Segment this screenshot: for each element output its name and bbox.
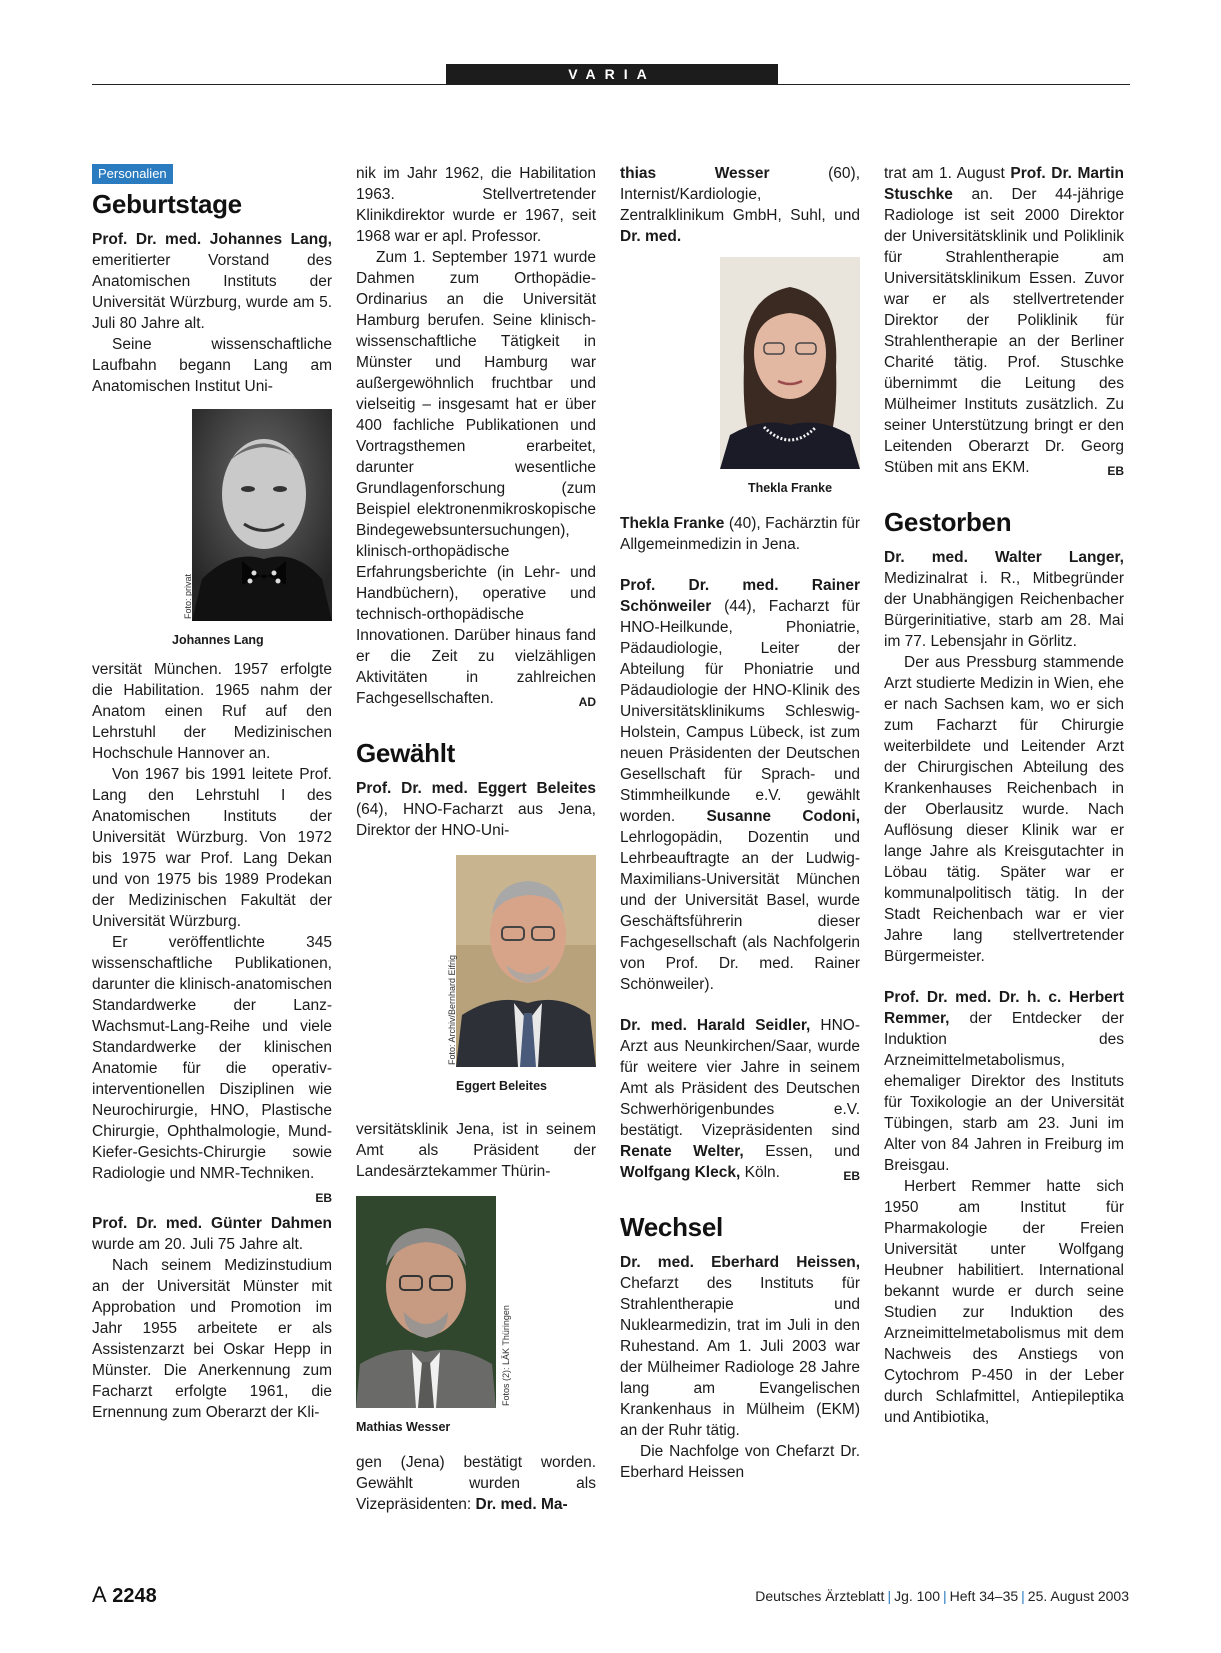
paragraph: versitätsklinik Jena, ist in seinem Amt als Präsident der Landesärztekammer Thürin- [356, 1121, 596, 1180]
photo-mathias-wesser [356, 1196, 511, 1438]
volume: Jg. 100 [894, 1588, 941, 1604]
divider: | [887, 1588, 892, 1604]
author-signature: AD [578, 695, 596, 709]
paragraph: Prof. Dr. med. Dr. h. c. Herbert Remmer, der Entdecker der Induktion des Arzneimittelmetabolismus, ehemaliger Direktor des Instituts für Toxikologie an der Universität Tübingen, starb am 23. Juni im Alter von 84 Jahren in Freiburg im Breisgau. [884, 989, 1124, 1174]
paragraph: Nach seinem Medizinstudium an der Universität Münster mit Approbation und Promotion im Jahr 1955 arbeitete er als Assistenzarzt bei Oskar Hepp in Münster. Die Anerkennung zum Facharzt erfolgte 1961, die Ernennung zum Oberarzt der Kli- [92, 1257, 332, 1421]
person-name: Renate Welter, [620, 1143, 744, 1160]
issue-date: 25. August 2003 [1027, 1588, 1129, 1604]
portrait-image [720, 257, 860, 469]
heading-gewaehlt: Gewählt [356, 738, 456, 768]
person-name: Dr. med. Harald Seidler, [620, 1017, 811, 1034]
footer-journal-info [755, 1588, 1129, 1604]
rubric-tag: Personalien [92, 164, 173, 184]
paragraph: Die Nachfolge von Chefarzt Dr. Eberhard Heissen [620, 1443, 860, 1481]
paragraph: nik im Jahr 1962, die Habilitation 1963. Stellvertretender Klinikdirektor wurde er 1967, seit 1968 war er apl. Professor. [356, 165, 596, 245]
section-header: VARIA [446, 64, 778, 85]
column-2 [356, 163, 596, 1515]
paragraph: Er veröffentlichte 345 wissenschaftliche Publikationen, darunter die klinisch-anatomischen Standardwerke der Lanz-Wachsmut-Lang-Reihe und viele Standardwerke der klinischen Anatomie für die operativ-interventionellen Disziplinen wie Neurochirurgie, HNO, Plastische Chirurgie, Ophthalmologie, Mund-Kiefer-Gesichts-Chirurgie sowie Radiologie und NMR-Techniken. EB [92, 932, 332, 1184]
paragraph: versität München. 1957 erfolgte die Habilitation. 1965 nahm der Anatom einen Ruf auf den Lehrstuhl der Medizinischen Hochschule Hannover an. [92, 661, 332, 762]
author-signature: EB [843, 1169, 860, 1183]
person-name: Dr. med. [620, 228, 682, 245]
paragraph: Der aus Pressburg stammende Arzt studierte Medizin in Wien, ehe er nach Sachsen kam, wo er sich zum Facharzt für Chirurgie weiterbildete und Leitender Arzt der Chirurgischen Abteilung des Krankenhauses Reichenbach in der Oberlausitz wurde. Nach Auflösung dieser Klinik war er lange Jahre als Kreisgutachter in Löbau tätig. Später war er kommunalpolitisch tätig. In der Stadt Reichenbach war er vier Jahre lang stellvertretender Bürgermeister. [884, 654, 1124, 965]
person-name: Prof. Dr. med. Johannes Lang, [92, 231, 332, 248]
photo-johannes-lang [172, 409, 332, 651]
paragraph: Prof. Dr. med. Rainer Schönweiler (44), Facharzt für HNO-Heilkunde, Phoniatrie, Pädaudiologie, Leiter der Abteilung für Phoniatrie und Pädaudiologie der HNO-Klinik des Universitätsklinikums Schleswig-Holstein, Campus Lübeck, ist zum neuen Präsidenten der Deutschen Gesellschaft für Sprach- und Stimmheilkunde e.V. gewählt worden. Susanne Codoni, Lehrlogopädin, Dozentin und Lehrbeauftragte an der Ludwig-Maximilians-Universität München und der Universität Basel, wurde Geschäftsführerin dieser Fachgesellschaft (als Nachfolgerin von Prof. Dr. med. Rainer Schönweiler). [620, 577, 860, 993]
photo-eggert-beleites [447, 855, 596, 1097]
paragraph: Seine wissenschaftliche Laufbahn begann Lang am Anatomischen Institut Uni- [92, 336, 332, 395]
portrait-image [192, 409, 332, 621]
person-name: Dr. med. Walter Langer, [884, 549, 1124, 566]
paragraph: Prof. Dr. med. Günter Dahmen wurde am 20. Juli 75 Jahre alt. [92, 1215, 332, 1253]
paragraph: Dr. med. Eberhard Heissen, Chefarzt des Instituts für Strahlentherapie und Nuklearmedizin, trat im Juli in den Ruhestand. Am 1. Juli 2003 war der Mülheimer Radiologe 28 Jahre lang am Evangelischen Krankenhaus in Mülheim (EKM) an der Ruhr tätig. [620, 1254, 860, 1439]
paragraph: Dr. med. Harald Seidler, HNO-Arzt aus Neunkirchen/Saar, wurde für weitere vier Jahre in seinem Amt als Präsident des Deutschen Schwerhörigenbundes e.V. bestätigt. Vizepräsidenten sind Renate Welter, Essen, und Wolfgang Kleck, Köln. EB [620, 1015, 860, 1183]
person-name: Prof. Dr. med. Eggert Beleites [356, 780, 596, 797]
photo-credit: Fotos (2): LÄK Thüringen [501, 1305, 511, 1406]
person-name: thias Wesser [620, 165, 770, 182]
paragraph: Prof. Dr. med. Eggert Beleites (64), HNO-Facharzt aus Jena, Direktor der HNO-Uni- [356, 780, 596, 839]
person-name: Prof. Dr. med. Rainer Schönweiler [620, 577, 860, 615]
paragraph: Dr. med. Walter Langer, Medizinalrat i. R., Mitbegründer der Unabhängigen Reichenbacher Bürgerinitiative, starb am 28. Mai im 77. Lebensjahr in Görlitz. [884, 549, 1124, 650]
paragraph: Zum 1. September 1971 wurde Dahmen zum Orthopädie-Ordinarius an die Universität Hamburg berufen. Seine klinisch-wissenschaftliche Tätigkeit in Münster und Hamburg war außergewöhnlich fruchtbar und vielseitig – insgesamt hat er über 400 fachliche Publikationen und Vortragsthemen erarbeitet, darunter wesentliche Grundlagenforschung (zum Beispiel elektronenmikroskopische Bindegewebsuntersuchungen), klinisch-orthopädische Erfahrungsberichte (in Lehr- und Handbüchern), operative und technisch-orthopädische Innovationen. Darüber hinaus fand er die Zeit zu vielzähligen Aktivitäten in zahlreichen Fachgesellschaften. AD [356, 247, 596, 709]
portrait-image [456, 855, 596, 1067]
person-name: Prof. Dr. med. Günter Dahmen [92, 1215, 332, 1232]
photo-credit: Foto: Archiv/Bernhard Eifrig [447, 954, 457, 1065]
person-name: Thekla Franke [620, 515, 725, 532]
heading-gestorben: Gestorben [884, 507, 1012, 537]
journal-name: Deutsches Ärzteblatt [755, 1588, 885, 1604]
heading-wechsel: Wechsel [620, 1212, 723, 1242]
paragraph: Herbert Remmer hatte sich 1950 am Institut für Pharmakologie der Freien Universität unter Wolfgang Heubner habilitiert. International bekannt wurde er durch seine Studien zur Induktion des Arzneimittelmetabolismus mit dem Nachweis des Anstiegs von Cytochrom P-450 in der Leber durch Schlafmittel, Antiepileptika und Antibiotika, [884, 1178, 1124, 1426]
divider: | [943, 1588, 947, 1604]
divider: | [1021, 1588, 1025, 1604]
author-signature: EB [1107, 464, 1124, 478]
paragraph: Von 1967 bis 1991 leitete Prof. Lang den Lehrstuhl I des Anatomischen Instituts der Universität Würzburg. Von 1972 bis 1975 war Prof. Lang Dekan und von 1975 bis 1989 Prodekan der Medizinischen Fakultät der Universität Würzburg. [92, 766, 332, 930]
column-3 [620, 163, 860, 1483]
portrait-image [356, 1196, 496, 1408]
photo-caption: Eggert Beleites [456, 1079, 548, 1093]
column-4 [884, 163, 1124, 1428]
page-number: A 2248 [92, 1582, 157, 1607]
paragraph: gen (Jena) bestätigt worden. Gewählt wurden als Vizepräsidenten: Dr. med. Ma- [356, 1454, 596, 1513]
photo-credit: Foto: privat [183, 573, 193, 619]
paragraph: thias Wesser (60), Internist/Kardiologie, Zentralklinikum GmbH, Suhl, und Dr. med. [620, 165, 860, 245]
photo-thekla-franke [720, 257, 860, 499]
person-name: Dr. med. Ma- [475, 1496, 568, 1513]
photo-caption: Johannes Lang [172, 633, 264, 647]
paragraph: Thekla Franke (40), Fachärztin für Allgemeinmedizin in Jena. [620, 515, 860, 553]
photo-caption: Mathias Wesser [356, 1420, 451, 1434]
person-name: Prof. Dr. med. Dr. h. c. Herbert Remmer, [884, 989, 1124, 1027]
person-name: Dr. med. Eberhard Heissen, [620, 1254, 860, 1271]
column-1 [92, 163, 332, 1423]
paragraph: Prof. Dr. med. Johannes Lang, emeritierter Vorstand des Anatomischen Instituts der Universität Würzburg, wurde am 5. Juli 80 Jahre alt. [92, 231, 332, 332]
issue: Heft 34–35 [949, 1588, 1019, 1604]
person-name: Wolfgang Kleck, [620, 1164, 741, 1181]
paragraph: trat am 1. August Prof. Dr. Martin Stuschke an. Der 44-jährige Radiologe ist seit 2000 Direktor der Universitätsklinik und Poliklinik für Strahlentherapie am Universitätsklinikum Essen. Zuvor war er als stellvertretender Direktor der Poliklinik für Strahlentherapie an der Berliner Charité tätig. Prof. Stuschke übernimmt die Leitung des Mülheimer Instituts zusätzlich. Zu seiner Unterstützung bringt er den Leitenden Oberarzt Dr. Georg Stüben mit ans EKM. EB [884, 163, 1124, 478]
person-name: Susanne Codoni, [706, 808, 860, 825]
heading-geburtstage: Geburtstage [92, 189, 242, 219]
person-name: Prof. Dr. Martin Stuschke [884, 165, 1124, 203]
author-signature: EB [315, 1191, 332, 1205]
photo-caption: Thekla Franke [747, 481, 833, 495]
